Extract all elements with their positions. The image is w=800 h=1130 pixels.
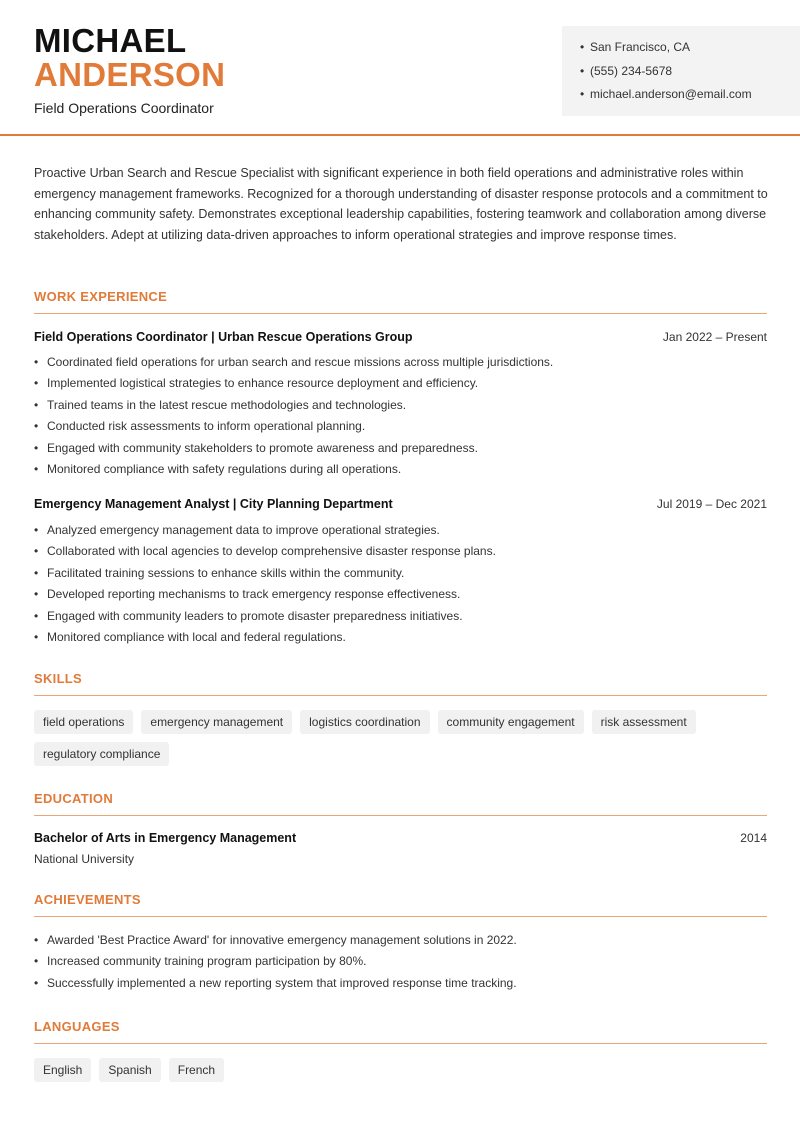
language-chip: Spanish <box>99 1058 160 1082</box>
job-heading-1 <box>34 330 767 348</box>
last-name: ANDERSON <box>34 56 226 93</box>
list-item: • Increased community training program participation by 80%. <box>34 951 767 972</box>
section-title-work: WORK EXPERIENCE <box>34 289 767 314</box>
job-bullets-2 <box>34 520 767 648</box>
job-dates: Jan 2022 – Present <box>662 330 767 344</box>
list-item: • Monitored compliance with safety regulations during all operations. <box>34 459 767 480</box>
school-name: National University <box>34 852 135 866</box>
contact-email[interactable]: • michael.anderson@email.com <box>580 86 800 110</box>
skill-chip: community engagement <box>438 710 584 734</box>
skill-chip: emergency management <box>141 710 292 734</box>
contact-phone: • (555) 234-5678 <box>580 63 800 87</box>
job-title: Field Operations Coordinator <box>34 100 214 116</box>
resume-header <box>0 0 800 136</box>
first-name: MICHAEL <box>34 22 187 59</box>
language-chip: English <box>34 1058 91 1082</box>
list-item: • Monitored compliance with local and federal regulations. <box>34 627 767 648</box>
achievements-list <box>34 930 767 994</box>
list-item: • Engaged with community stakeholders to promote awareness and preparedness. <box>34 438 767 459</box>
degree: Bachelor of Arts in Emergency Management <box>34 831 297 845</box>
job-title-company: Field Operations Coordinator | Urban Rescue Operations Group <box>34 330 413 344</box>
skill-chip: field operations <box>34 710 133 734</box>
section-title-education: EDUCATION <box>34 791 767 816</box>
job-bullets-1 <box>34 352 767 480</box>
list-item: • Trained teams in the latest rescue methodologies and technologies. <box>34 395 767 416</box>
list-item: • Engaged with community leaders to promote disaster preparedness initiatives. <box>34 606 767 627</box>
job-title-company: Emergency Management Analyst | City Planning Department <box>34 497 393 511</box>
section-title-languages: LANGUAGES <box>34 1019 767 1044</box>
graduation-year: 2014 <box>740 831 767 845</box>
list-item: • Analyzed emergency management data to improve operational strategies. <box>34 520 767 541</box>
skill-chip: logistics coordination <box>300 710 429 734</box>
list-item: • Awarded 'Best Practice Award' for innovative emergency management solutions in 2022. <box>34 930 767 951</box>
language-chip: French <box>169 1058 224 1082</box>
job-heading-2 <box>34 497 767 515</box>
job-dates: Jul 2019 – Dec 2021 <box>656 497 767 511</box>
section-title-achievements: ACHIEVEMENTS <box>34 892 767 917</box>
contact-box <box>562 26 800 116</box>
skill-chip: regulatory compliance <box>34 742 169 766</box>
contact-location: • San Francisco, CA <box>580 39 800 63</box>
list-item: • Collaborated with local agencies to develop comprehensive disaster response plans. <box>34 541 767 562</box>
skills-list <box>34 710 767 766</box>
list-item: • Facilitated training sessions to enhance skills within the community. <box>34 563 767 584</box>
skill-chip: risk assessment <box>592 710 696 734</box>
list-item: • Developed reporting mechanisms to track emergency response effectiveness. <box>34 584 767 605</box>
languages-list <box>34 1058 767 1082</box>
education-heading <box>34 831 767 849</box>
list-item: • Successfully implemented a new reporting system that improved response time tracking. <box>34 973 767 994</box>
list-item: • Conducted risk assessments to inform operational planning. <box>34 416 767 437</box>
section-title-skills: SKILLS <box>34 671 767 696</box>
list-item: • Implemented logistical strategies to enhance resource deployment and efficiency. <box>34 373 767 394</box>
list-item: • Coordinated field operations for urban search and rescue missions across multiple jurisdictions. <box>34 352 767 373</box>
summary-text: Proactive Urban Search and Rescue Specialist with significant experience in both field operations and administrative roles within emergency management frameworks. Recognized for a thorough understanding of disaster response protocols and a commitment to enhancing community safety. Demonstrates exceptional leadership capabilities, fostering teamwork and collaboration among diverse stakeholders. Adept at utilizing data-driven approaches to inform operational strategies and improve response times. <box>34 166 768 242</box>
